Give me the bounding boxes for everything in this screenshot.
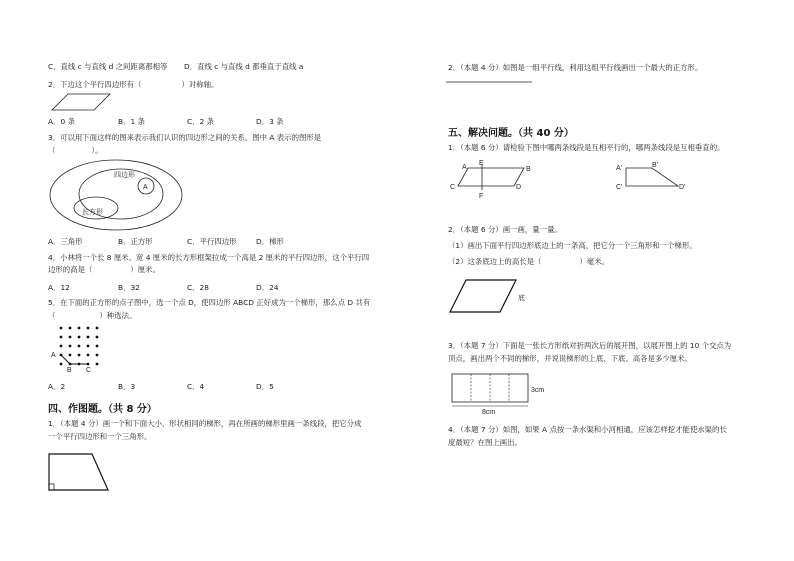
q5-label-a: A	[51, 352, 56, 359]
r-q1-label-a2: A'	[616, 165, 623, 172]
r-q2-parallel-lines	[446, 80, 536, 84]
q4-line2-a: 边形的高是（	[48, 265, 93, 274]
q3-blank-open: （	[48, 146, 56, 155]
r-q1-label-c2: C'	[616, 184, 623, 191]
s4-q1-line1: 1．（本题 4 分）画一个和下面大小、形状相同的梯形，再在所画的梯形里画一条线段，把它分成	[48, 419, 362, 428]
q3-option-a: A．三角形	[48, 237, 83, 246]
r-q1-parallelogram-figure	[448, 158, 558, 200]
q3-venn-diagram	[48, 158, 188, 232]
parallelogram-shape	[52, 94, 110, 110]
r-q4-line1: 4．（本题 7 分）如图，如果 A 点按一条水渠和小河相通，应该怎样挖才能使水渠的长	[448, 425, 727, 434]
q5-label-c: C	[86, 367, 92, 374]
q4-line2-b: ）厘米。	[130, 265, 160, 274]
r-q2-parallelogram	[450, 278, 530, 316]
r-q1-text: 1．（本题 6 分）请检验下图中哪两条线段是互相平行的，哪两条线段是互相垂直的。	[448, 143, 725, 152]
q5-option-d: D．5	[256, 382, 274, 391]
q5-line2-a: （	[48, 311, 56, 320]
r-q2-sub2-a: （2）这条底边上的高长是（	[448, 257, 542, 266]
q3-option-c: C．平行四边形	[187, 237, 237, 246]
q2-stem-end: ）对称轴。	[181, 80, 219, 89]
r-q2-sub2-b: ）毫米。	[579, 257, 609, 266]
q4-option-a: A．12	[48, 283, 70, 292]
r-q1-label-b2: B'	[652, 162, 659, 169]
r-q3-width-label: 8cm	[482, 409, 496, 416]
q2-option-d: D．3 条	[256, 117, 284, 126]
s4-trapezoid	[48, 452, 110, 492]
q4-line2	[48, 265, 160, 275]
r-q3-line2: 顶点，画出两个不同的梯形，并说说梯形的上底、下底、高各是多少厘米。	[448, 354, 692, 363]
q2-option-a: A．0 条	[48, 117, 75, 126]
q3-blank-close: ）。	[91, 146, 103, 155]
r-q1-label-f: F	[479, 193, 484, 200]
r-q2-title: 2．（本题 6 分）画一画，量一量。	[448, 225, 562, 234]
q5-option-c: C．4	[187, 382, 205, 391]
r-q1-trapezoid-figure	[612, 158, 702, 200]
q5-line2	[48, 311, 136, 321]
r-q1-label-d2: D'	[679, 184, 686, 191]
r-q2-base-label: 底	[518, 295, 525, 302]
r-q1-label-a: A	[462, 164, 467, 171]
r-q2-sub2	[448, 257, 609, 267]
section4-title: 四、作图题。（共 8 分）	[48, 404, 157, 415]
q2-stem-text: 2．下边这个平行四边形有（	[48, 80, 142, 89]
q1-option-c: C．直线 c 与直线 d 之间距离都相等	[48, 62, 168, 71]
q5-dot-grid	[48, 324, 108, 374]
q5-option-a: A．2	[48, 382, 66, 391]
r-q1-label-c: C	[450, 184, 456, 191]
s4-q1-line2: 一个平行四边形和一个三角形。	[48, 432, 152, 441]
q2-option-c: C．2 条	[187, 117, 214, 126]
q5-label-b: B	[67, 367, 72, 374]
q5-line2-b: ）种选法。	[99, 311, 137, 320]
venn-label-rect: 长方形	[82, 209, 103, 216]
venn-label-a: A	[143, 184, 148, 191]
r-q3-height-label: 3cm	[531, 387, 545, 394]
q4-option-c: C．28	[187, 283, 209, 292]
r-q4-line2: 度最短？在图上画出。	[448, 438, 522, 447]
r-q1-label-b: B	[526, 166, 531, 173]
q3-option-b: B．正方形	[118, 237, 153, 246]
q5-option-b: B．3	[118, 382, 136, 391]
q2-parallelogram	[52, 93, 112, 113]
r-q1-label-e: E	[479, 160, 484, 167]
venn-label-quad: 四边形	[114, 172, 135, 179]
r-q3-folded-rectangle	[450, 372, 550, 416]
q5-line1: 5．在下面的正方形的点子图中，选一个点 D，使四边形 ABCD 正好成为一个梯形，那么点 D 共有	[48, 298, 371, 307]
r-q2-text: 2．（本题 4 分）如图是一组平行线，利用这组平行线画出一个最大的正方形。	[448, 63, 703, 72]
r-q3-line1: 3．（本题 7 分）下面是一张长方形纸对折两次后的展开图，以展开图上的 10 个交点为	[448, 341, 732, 350]
q3-blank	[48, 146, 103, 156]
q2-option-b: B．1 条	[118, 117, 145, 126]
q2-stem	[48, 80, 218, 90]
q4-option-b: B．32	[118, 283, 140, 292]
q1-option-d: D．直线 c 与直线 d 都垂直于直线 a	[184, 62, 304, 71]
r-q2-sub1: （1）画出下面平行四边形底边上的一条高，把它分一个三角形和一个梯形。	[448, 241, 697, 250]
q3-stem: 3．可以用下面这样的图来表示我们认识的四边形之间的关系。图中 A 表示的图形是	[48, 133, 322, 142]
q4-option-d: D．24	[256, 283, 279, 292]
r-q1-label-d: D	[516, 184, 522, 191]
section5-title: 五、解决问题。（共 40 分）	[448, 128, 574, 139]
q4-line1: 4．小林将一个长 8 厘米、宽 4 厘米的长方形框架拉成一个高是 2 厘米的平行四边形，这个平行四	[48, 253, 370, 262]
q3-option-d: D．梯形	[256, 237, 284, 246]
